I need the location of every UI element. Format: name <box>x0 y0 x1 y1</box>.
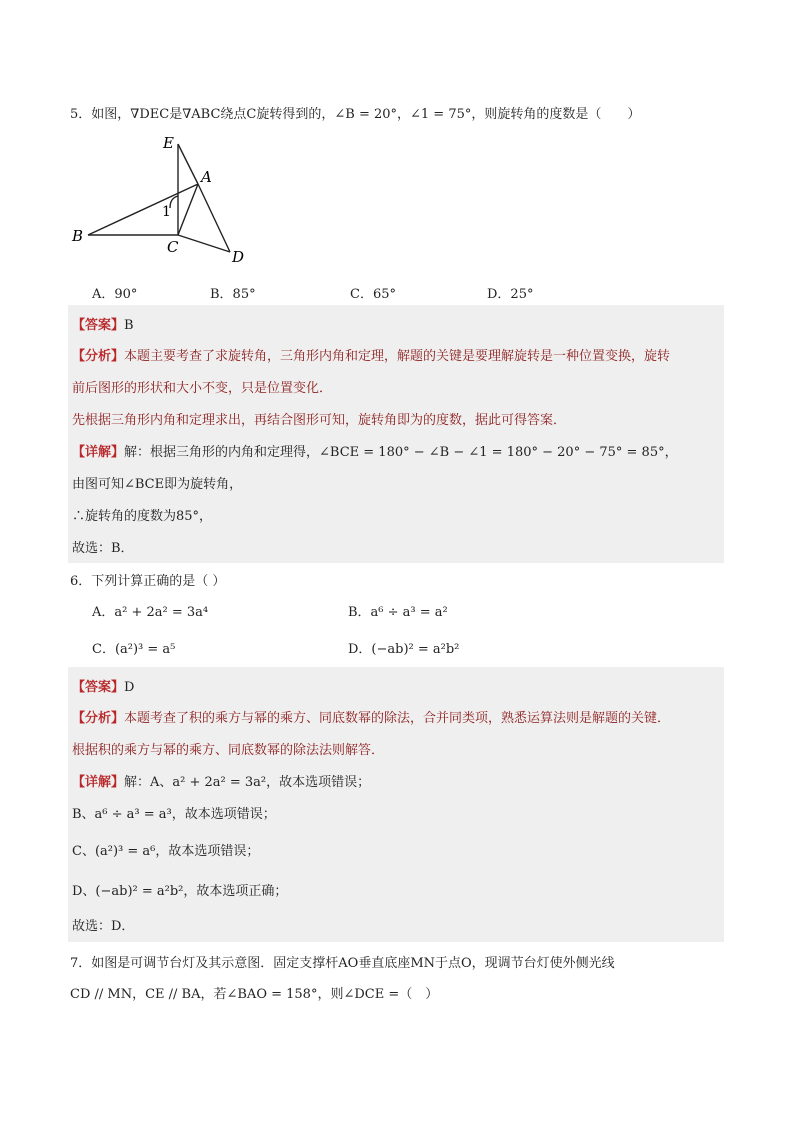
q5-option-b: B．85° <box>210 287 256 302</box>
q6-answer-line <box>72 676 134 695</box>
q6-detail-line-2: B、a⁶ ÷ a³ = a³，故本选项错误； <box>72 807 276 822</box>
detail-tag: 【详解】 <box>72 775 125 790</box>
q5-stem: 5．如图，∇DEC是∇ABC绕点C旋转得到的，∠B = 20°，∠1 = 75°，则旋转角的度数是（ ） <box>70 107 641 122</box>
q5-detail-line-2: 由图可知∠BCE即为旋转角， <box>72 477 243 492</box>
q6-detail-line-1: 【详解】解：A、a² + 2a² = 3a²，故本选项错误； <box>72 775 371 790</box>
q5-answer: B <box>124 318 134 333</box>
q5-detail-line-4: 故选：B． <box>72 541 134 556</box>
q6-stem: 6．下列计算正确的是（ ） <box>70 574 226 589</box>
label-D: D <box>232 248 245 266</box>
answer-tag: 【答案】 <box>72 680 125 695</box>
q6-analysis-line-2: 根据积的乘方与幂的乘方、同底数幂的除法法则解答． <box>72 743 385 758</box>
q5-detail-line-3: ∴旋转角的度数为85°， <box>72 509 213 524</box>
q5-detail-line-1: 【详解】解：根据三角形的内角和定理得，∠BCE = 180° − ∠B − ∠1 = 180° − 20° − 75° = 85°， <box>72 445 678 460</box>
q6-analysis-line-1: 【分析】本题考查了积的乘方与幂的乘方、同底数幂的除法，合并同类项，熟悉运算法则是解题的关键． <box>72 711 671 726</box>
q5-analysis-line-2: 前后图形的形状和大小不变，只是位置变化． <box>72 381 333 396</box>
q5-option-a: A．90° <box>92 287 138 302</box>
q6-detail-line-3: C、(a²)³ = a⁶，故本选项错误； <box>72 844 260 859</box>
q7-stem-line-2: CD // MN，CE // BA，若∠BAO = 158°，则∠DCE =（ ） <box>70 987 439 1002</box>
label-one: 1 <box>162 204 171 220</box>
q5-analysis-line-3: 先根据三角形内角和定理求出，再结合图形可知，旋转角即为的度数，据此可得答案． <box>72 413 567 428</box>
q6-option-c: C．(a²)³ = a⁵ <box>92 642 176 657</box>
analysis-tag: 【分析】 <box>72 711 125 726</box>
q6-detail-line-5: 故选：D． <box>72 919 135 934</box>
detail-tag: 【详解】 <box>72 445 125 460</box>
label-C: C <box>167 238 179 256</box>
answer-tag: 【答案】 <box>72 318 125 333</box>
q5-option-d: D．25° <box>487 287 534 302</box>
q6-detail-line-4: D、(−ab)² = a²b²，故本选项正确； <box>72 884 288 899</box>
q5-solution-box <box>68 305 724 563</box>
q6-option-d: D．(−ab)² = a²b² <box>348 642 460 657</box>
label-A: A <box>201 168 212 186</box>
q5-option-c: C．65° <box>350 287 396 302</box>
label-E: E <box>163 134 174 152</box>
q6-answer: D <box>124 680 135 695</box>
q5-rotation-figure <box>70 130 270 270</box>
q5-analysis-line-1: 【分析】本题主要考查了求旋转角，三角形内角和定理，解题的关键是要理解旋转是一种位置变换，旋转 <box>72 349 671 364</box>
label-B: B <box>72 227 84 245</box>
q6-option-a: A．a² + 2a² = 3a⁴ <box>92 605 209 620</box>
q5-answer-line <box>72 314 134 333</box>
q6-solution-box <box>68 667 724 942</box>
analysis-tag: 【分析】 <box>72 349 125 364</box>
q7-stem-line-1: 7．如图是可调节台灯及其示意图．固定支撑杆AO垂直底座MN于点O，现调节台灯使外侧光线 <box>70 956 615 971</box>
q6-option-b: B．a⁶ ÷ a³ = a² <box>348 605 448 620</box>
